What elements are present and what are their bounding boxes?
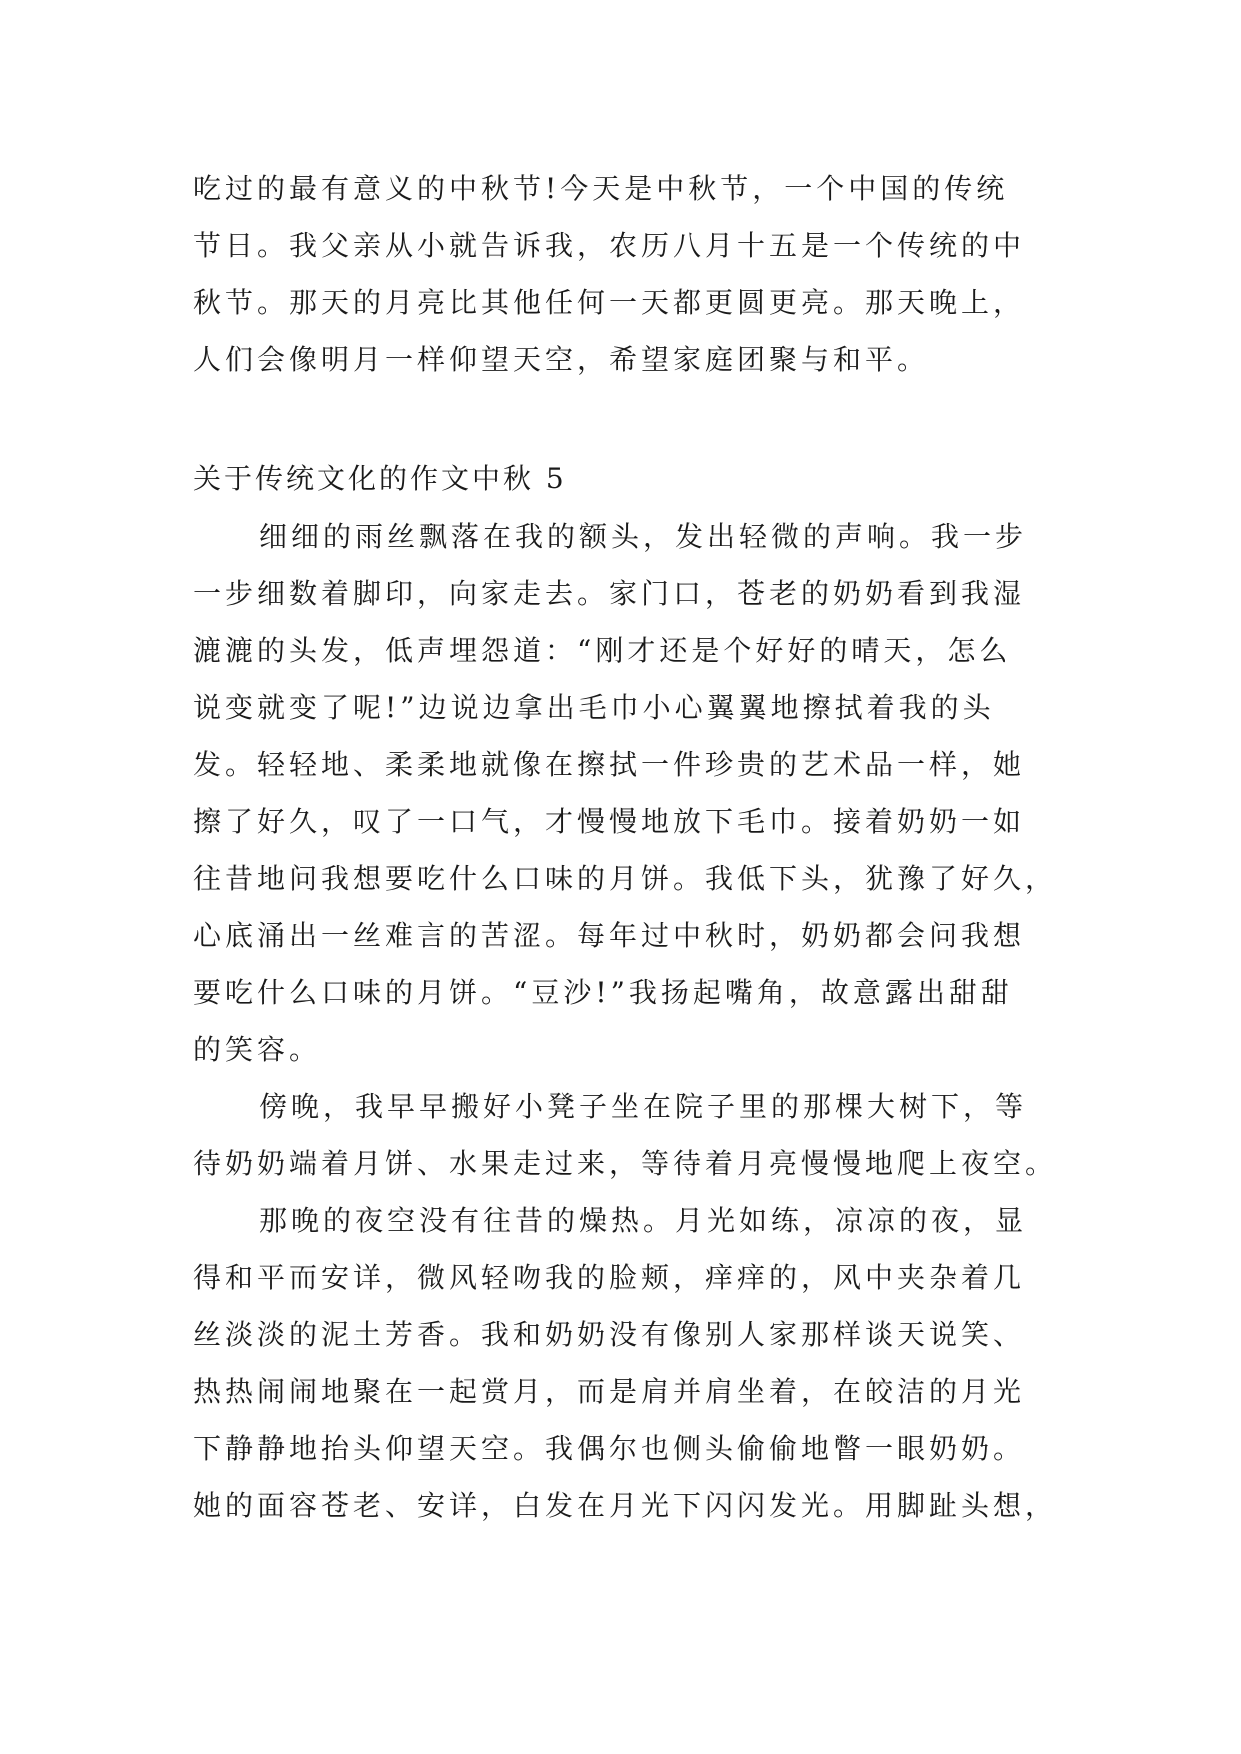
text-line: 漉漉的头发，低声埋怨道：“刚才还是个好好的晴天，怎么 xyxy=(193,634,1012,667)
text-line: 心底涌出一丝难言的苦涩。每年过中秋时，奶奶都会问我想 xyxy=(193,919,1026,952)
text-line: 热热闹闹地聚在一起赏月，而是肩并肩坐着，在皎洁的月光 xyxy=(193,1375,1026,1408)
text-line: 要吃什么口味的月饼。“豆沙!”我扬起嘴角，故意露出甜甜 xyxy=(193,976,1013,1009)
paragraph-first-line: 傍晚，我早早搬好小凳子坐在院子里的那棵大树下，等 xyxy=(259,1090,1028,1123)
text-line: 下静静地抬头仰望天空。我偶尔也侧头偷偷地瞥一眼奶奶。 xyxy=(193,1432,1026,1465)
section-heading: 关于传统文化的作文中秋 5 xyxy=(193,462,567,495)
intro-paragraph xyxy=(193,160,1055,388)
text-line: 节日。我父亲从小就告诉我，农历八月十五是一个传统的中 xyxy=(193,229,1026,262)
text-line: 秋节。那天的月亮比其他任何一天都更圆更亮。那天晚上， xyxy=(193,286,1026,319)
text-line: 往昔地问我想要吃什么口味的月饼。我低下头，犹豫了好久， xyxy=(193,862,1058,895)
text-line: 发。轻轻地、柔柔地就像在擦拭一件珍贵的艺术品一样，她 xyxy=(193,748,1026,781)
text-line: 待奶奶端着月饼、水果走过来，等待着月亮慢慢地爬上夜空。 xyxy=(193,1147,1058,1180)
text-line: 人们会像明月一样仰望天空，希望家庭团聚与和平。 xyxy=(193,343,930,376)
text-line: 她的面容苍老、安详，白发在月光下闪闪发光。用脚趾头想， xyxy=(193,1489,1058,1522)
essay-body xyxy=(193,508,1058,1534)
text-line: 说变就变了呢!”边说边拿出毛巾小心翼翼地擦拭着我的头 xyxy=(193,691,995,724)
text-line: 的笑容。 xyxy=(193,1033,322,1066)
text-line: 得和平而安详，微风轻吻我的脸颊，痒痒的，风中夹杂着几 xyxy=(193,1261,1026,1294)
paragraph-first-line: 那晚的夜空没有往昔的燥热。月光如练，凉凉的夜，显 xyxy=(259,1204,1028,1237)
text-line: 吃过的最有意义的中秋节!今天是中秋节，一个中国的传统 xyxy=(193,172,1009,205)
paragraph-first-line: 细细的雨丝飘落在我的额头，发出轻微的声响。我一步 xyxy=(259,520,1028,553)
text-line: 丝淡淡的泥土芳香。我和奶奶没有像别人家那样谈天说笑、 xyxy=(193,1318,1026,1351)
text-line: 擦了好久，叹了一口气，才慢慢地放下毛巾。接着奶奶一如 xyxy=(193,805,1026,838)
text-line: 一步细数着脚印，向家走去。家门口，苍老的奶奶看到我湿 xyxy=(193,577,1026,610)
